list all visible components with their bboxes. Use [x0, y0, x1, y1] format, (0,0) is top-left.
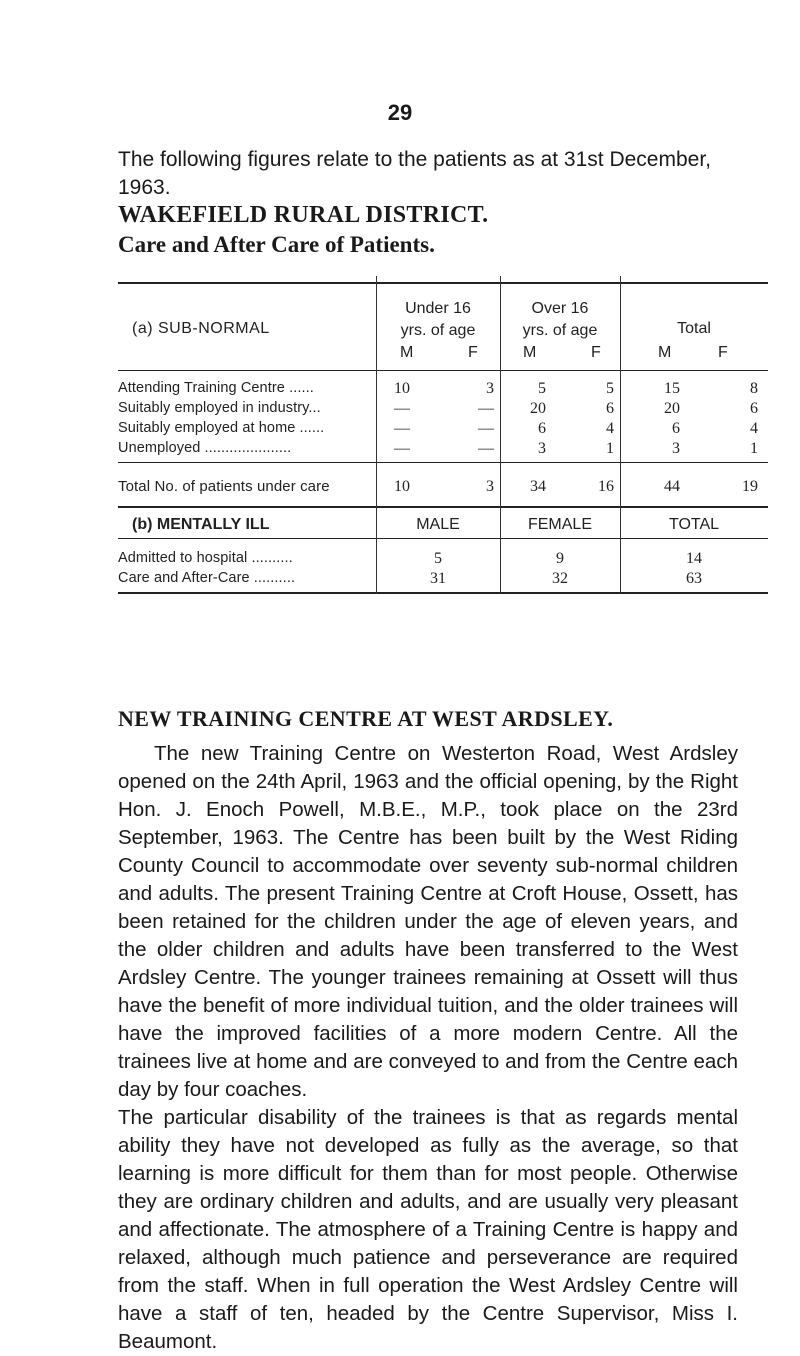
header-bottom-rule: [118, 370, 768, 371]
group-total-title: Total: [677, 320, 711, 337]
cell-value: 6: [538, 420, 546, 437]
row-label: Suitably employed at home ......: [118, 420, 325, 436]
header-female: FEMALE: [527, 516, 592, 533]
cell-value: —: [478, 400, 494, 417]
cell-value: 1: [750, 440, 758, 457]
cell-value: 9: [556, 550, 564, 567]
section-b-label: (b) MENTALLY ILL: [132, 516, 270, 533]
cell-value: 5: [538, 380, 546, 397]
cell-value: 4: [750, 420, 758, 437]
group-under16-m: M: [400, 344, 414, 361]
cell-value: 5: [606, 380, 614, 397]
total-row-label: Total No. of patients under care: [118, 478, 330, 495]
cell-value: 5: [434, 550, 442, 567]
cell-value: 63: [686, 570, 702, 587]
table-bottom-rule: [118, 592, 768, 594]
rows-bottom-rule: [118, 462, 768, 463]
cell-value: —: [478, 420, 494, 437]
page-number: 29: [387, 100, 413, 125]
header-total: TOTAL: [668, 516, 720, 533]
cell-value: 10: [394, 478, 410, 495]
row-label: Attending Training Centre ......: [118, 380, 314, 396]
row-label: Suitably employed in industry...: [118, 400, 321, 416]
cell-value: —: [394, 400, 410, 417]
cell-value: 10: [394, 380, 410, 397]
group-over16-f: F: [591, 344, 601, 361]
intro-text: The following figures relate to the patients as at 31st December, 1963.: [118, 148, 711, 199]
paragraph: The particular disability of the trainees is that as regards mental ability they have not developed as fully as the average, so that learning is more difficult for them than for most people. Otherwise they are ordinary children and adults, and are usually very pleasant and affectionate. The atmosphere of a Training Centre is happy and relaxed, although much patience and perseverance are required from the staff. When in full operation the West Ardsley Centre will have a staff of ten, headed by the Centre Supervisor, Miss I. Beaumont.: [118, 1106, 738, 1353]
care-heading: Care and After Care of Patients.: [118, 232, 435, 257]
cell-value: 16: [598, 478, 614, 495]
district-heading: WAKEFIELD RURAL DISTRICT.: [118, 202, 489, 228]
row-label: Unemployed .....................: [118, 440, 292, 456]
cell-value: 14: [686, 550, 702, 567]
table-top-rule: [118, 282, 768, 284]
cell-value: 19: [742, 478, 758, 495]
total-bottom-rule: [118, 506, 768, 508]
cell-value: 31: [430, 570, 446, 587]
cell-value: 44: [664, 478, 680, 495]
cell-value: 8: [750, 380, 758, 397]
cell-value: —: [394, 440, 410, 457]
section-a-label: (a) SUB-NORMAL: [132, 320, 270, 337]
cell-value: 6: [672, 420, 680, 437]
group-under16-title: Under 16: [405, 300, 471, 317]
row-label: Admitted to hospital ..........: [118, 550, 293, 566]
cell-value: 20: [664, 400, 680, 417]
cell-value: 6: [606, 400, 614, 417]
cell-value: 3: [672, 440, 680, 457]
cell-value: 4: [606, 420, 614, 437]
cell-value: 1: [606, 440, 614, 457]
cell-value: —: [478, 440, 494, 457]
cell-value: 15: [664, 380, 680, 397]
cell-value: 6: [750, 400, 758, 417]
cell-value: 3: [486, 478, 494, 495]
cell-value: —: [394, 420, 410, 437]
cell-value: 3: [538, 440, 546, 457]
group-over16-m: M: [523, 344, 537, 361]
group-over16-subtitle: yrs. of age: [522, 322, 598, 339]
section-b-header-rule: [118, 538, 768, 539]
paragraph: The new Training Centre on Westerton Road, West Ardsley opened on the 24th April, 1963 and the official opening, by the Right Hon. J. Enoch Powell, M.B.E., M.P., took place on the 23rd September, 1963. The Centre has been built by the West Riding County Council to accommodate over seventy sub-normal children and adults. The present Training Centre at Croft House, Ossett, has been retained for the children under the age of eleven years, and the older children and adults have been transferred to the West Ardsley Centre. The younger trainees remaining at Ossett will thus have the benefit of more individual tuition, and the older trainees will have the improved facilities of a more modern Centre. All the trainees live at home and are conveyed to and from the Centre each day by four coaches.: [118, 742, 738, 1101]
group-total-m: M: [658, 344, 672, 361]
patients-table: [118, 282, 768, 694]
cell-value: 3: [486, 380, 494, 397]
row-label: Care and After-Care ..........: [118, 570, 296, 586]
training-centre-heading: NEW TRAINING CENTRE AT WEST ARDSLEY.: [118, 706, 614, 731]
group-total-f: F: [718, 344, 728, 361]
group-under16-f: F: [468, 344, 478, 361]
article-body: [118, 740, 738, 1356]
cell-value: 32: [552, 570, 568, 587]
cell-value: 34: [530, 478, 546, 495]
cell-value: 20: [530, 400, 546, 417]
group-over16-title: Over 16: [531, 300, 589, 317]
group-under16-subtitle: yrs. of age: [400, 322, 476, 339]
header-male: MALE: [416, 516, 460, 533]
